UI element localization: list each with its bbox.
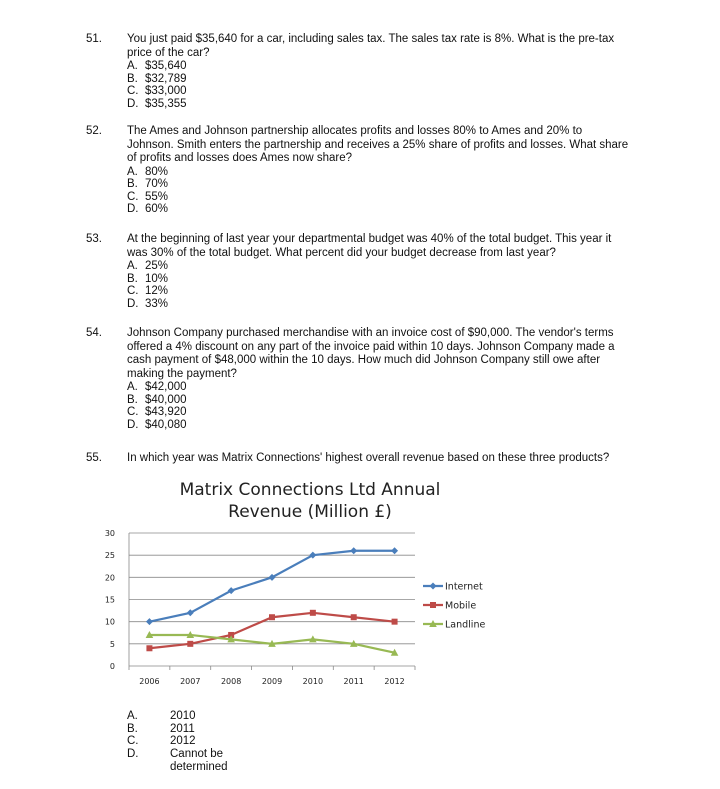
question-text: In which year was Matrix Connections' highest overall revenue based on these three products? <box>127 452 610 464</box>
revenue-chart <box>95 475 535 695</box>
option-a: A. 80% <box>127 165 169 178</box>
legend-marker <box>430 602 436 608</box>
chart-title-line2: Revenue (Million £) <box>228 502 392 522</box>
data-point-internet <box>350 547 357 554</box>
question-number: 52. <box>86 125 102 137</box>
option-d: D. $40,080 <box>127 418 187 431</box>
x-tick-label: 2012 <box>384 677 405 686</box>
data-point-mobile <box>146 645 152 651</box>
question-text: Johnson Company purchased merchandise with an invoice cost of $90,000. The vendor's terms offered a 4% discount on any part of the invoice paid within 10 days. Johnson Company made a cash payment of $48,000 within the 10 days. How much did Johnson Company still owe after making the payment? <box>127 327 615 380</box>
option-a: A. $35,640 <box>127 60 187 72</box>
y-tick-label: 5 <box>109 639 115 649</box>
x-tick-label: 2011 <box>343 677 364 686</box>
option-b: B. 10% <box>127 272 169 285</box>
chart-plot <box>95 475 535 695</box>
x-tick-label: 2010 <box>302 677 324 686</box>
option-a: A. $42,000 <box>127 381 187 393</box>
question-text: The Ames and Johnson partnership allocates profits and losses 80% to Ames and 20% to Johnson. Smith enters the partnership and receives a 25% share of profits and losses. What share of profits and losses does Ames now share? <box>127 125 629 164</box>
x-tick-label: 2006 <box>139 677 160 686</box>
options-list <box>127 60 632 110</box>
data-point-internet <box>391 547 398 554</box>
data-point-mobile <box>187 641 193 647</box>
option-c: C. $43,920 <box>127 406 187 418</box>
data-point-mobile <box>310 610 316 616</box>
series-line-internet <box>149 551 394 622</box>
question-text: At the beginning of last year your departmental budget was 40% of the total budget. This year it was 30% of the total budget. What percent did your budget decrease from last year? <box>127 233 612 259</box>
y-tick-label: 20 <box>104 573 115 583</box>
question-number: 53. <box>86 233 102 245</box>
data-point-mobile <box>351 614 357 620</box>
data-point-mobile <box>269 614 275 620</box>
option-d: D. 33% <box>127 297 169 310</box>
options-list <box>127 166 632 216</box>
question-number: 55. <box>86 452 102 464</box>
legend-label: Landline <box>445 619 486 631</box>
option-b: B. $40,000 <box>127 393 187 406</box>
y-tick-label: 30 <box>104 529 115 538</box>
option-d: D. $35,355 <box>127 97 187 110</box>
legend-label: Mobile <box>445 600 477 612</box>
y-tick-label: 15 <box>104 595 115 605</box>
option-d: D. 60% <box>127 203 169 215</box>
option-b: B. 70% <box>127 178 169 190</box>
options-list <box>127 260 632 310</box>
question-text: You just paid $35,640 for a car, including sales tax. The sales tax rate is 8%. What is the pre-tax price of the car? <box>127 33 615 59</box>
x-tick-label: 2009 <box>261 677 283 686</box>
legend-label: Internet <box>445 581 483 593</box>
option-b: B. $32,789 <box>127 72 187 85</box>
options-list <box>127 381 632 431</box>
option-c: C. $33,000 <box>127 85 187 97</box>
x-tick-label: 2007 <box>180 677 201 686</box>
chart-title-line1: Matrix Connections Ltd Annual <box>179 480 441 500</box>
x-tick-label: 2008 <box>220 677 242 686</box>
y-tick-label: 25 <box>104 551 115 561</box>
legend-marker <box>430 583 437 590</box>
y-tick-label: 10 <box>104 617 115 627</box>
data-point-mobile <box>392 619 398 625</box>
option-a: A. 25% <box>127 260 169 272</box>
question-number: 51. <box>86 33 102 45</box>
data-point-internet <box>146 618 153 625</box>
option-c: C. 55% <box>127 190 169 203</box>
option-c: C. 12% <box>127 285 169 297</box>
y-tick-label: 0 <box>109 662 115 671</box>
question-number: 54. <box>86 327 102 339</box>
